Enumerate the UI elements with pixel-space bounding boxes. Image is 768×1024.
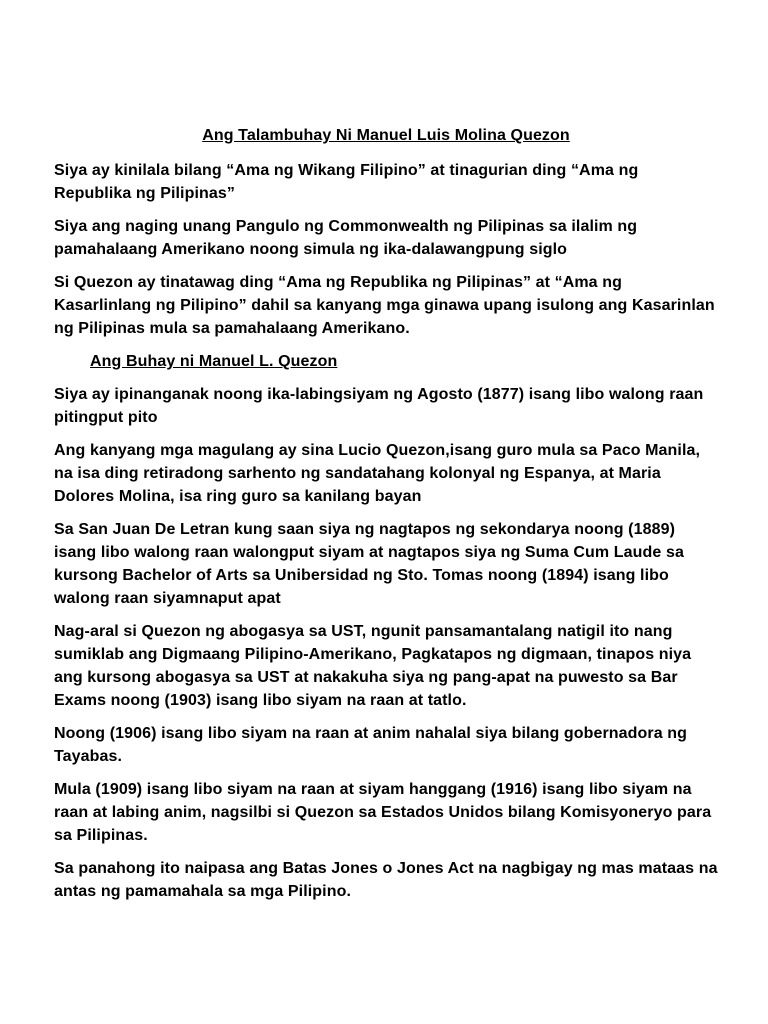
paragraph-jones-act: Sa panahong ito naipasa ang Batas Jones o Jones Act na nagbigay ng mas mataas na antas ng pamamahala sa mga Pilipino. [54, 860, 718, 900]
document-page [54, 124, 718, 913]
paragraph-edukasyon: Sa San Juan De Letran kung saan siya ng nagtapos ng sekondarya noong (1889) isang libo walong raan walongput siyam at nagtapos siya ng Suma Cum Laude sa kursong Bachelor of Arts sa Unibersidad ng Sto. Tomas noong (1894) isang libo walong raan siyamnaput apat [54, 521, 684, 607]
paragraph-komisyonado: Mula (1909) isang libo siyam na raan at siyam hanggang (1916) isang libo siyam na raan at labing anim, nagsilbi si Quezon sa Estados Unidos bilang Komisyoneryo para sa Pilipinas. [54, 781, 712, 844]
paragraph-kapanganakan: Siya ay ipinanganak noong ika-labingsiyam ng Agosto (1877) isang libo walong raan pitingput pito [54, 386, 704, 426]
paragraph-gobernador: Noong (1906) isang libo siyam na raan at anim nahalal siya bilang gobernadora ng Tayabas. [54, 725, 688, 765]
paragraph-ama-ng-wika: Siya ay kinilala bilang “Ama ng Wikang Filipino” at tinagurian ding “Ama ng Republika ng Pilipinas” [54, 162, 639, 202]
section-heading-buhay: Ang Buhay ni Manuel L. Quezon [90, 353, 338, 370]
paragraph-magulang: Ang kanyang mga magulang ay sina Lucio Quezon,isang guro mula sa Paco Manila, na isa ding retiradong sarhento ng sandatahang kolonyal ng Espanya, at Maria Dolores Molina, isa ring guro sa kanilang bayan [54, 442, 701, 505]
paragraph-abogasya: Nag-aral si Quezon ng abogasya sa UST, ngunit pansamantalang natigil ito nang sumiklab ang Digmaang Pilipino-Amerikano, Pagkatapos ng digmaan, tinapos niya ang kursong abogasya sa UST at nakakuha siya ng pang-apat na puwesto sa Bar Exams noong (1903) isang libo siyam na raan at tatlo. [54, 623, 692, 709]
document-title: Ang Talambuhay Ni Manuel Luis Molina Quezon [202, 127, 570, 144]
paragraph-commonwealth: Siya ang naging unang Pangulo ng Commonwealth ng Pilipinas sa ilalim ng pamahalaang Amerikano noong simula ng ika-dalawangpung siglo [54, 218, 638, 258]
paragraph-ama-ng-republika: Si Quezon ay tinatawag ding “Ama ng Republika ng Pilipinas” at “Ama ng Kasarlinlang ng Pilipino” dahil sa kanyang mga ginawa upang isulong ang Kasarinlan ng Pilipinas mula sa pamahalaang Amerikano. [54, 274, 715, 337]
